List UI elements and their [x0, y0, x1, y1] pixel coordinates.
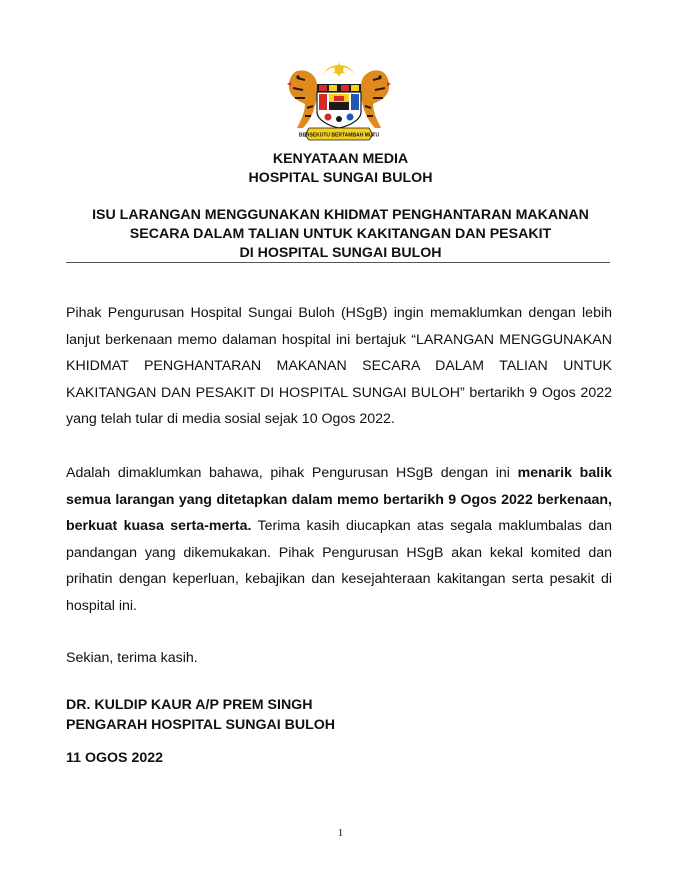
- subject-line-3: DI HOSPITAL SUNGAI BULOH: [239, 245, 442, 261]
- malaysia-coat-of-arms: [283, 62, 395, 142]
- subject-line-1: ISU LARANGAN MENGGUNAKAN KHIDMAT PENGHANTARAN MAKANAN: [92, 207, 589, 223]
- left-tiger-icon: [287, 70, 317, 128]
- paragraph-2-intro: Adalah dimaklumkan bahawa, pihak Pengurusan HSgB dengan ini: [66, 465, 518, 481]
- page-number: 1: [337, 827, 344, 839]
- shield-icon: [317, 84, 361, 128]
- subject-line-2: SECARA DALAM TALIAN UNTUK KAKITANGAN DAN PESAKIT: [129, 226, 552, 242]
- statement-date: 11 OGOS 2022: [66, 750, 164, 766]
- title-line-2: HOSPITAL SUNGAI BULOH: [248, 170, 433, 186]
- closing-line: Sekian, terima kasih.: [66, 650, 198, 666]
- signatory-position: PENGARAH HOSPITAL SUNGAI BULOH: [66, 716, 336, 733]
- crest-motto: BERSEKUTU BERTAMBAH MUTU: [298, 132, 380, 139]
- paragraph-2-bold: menarik balik semua larangan yang ditetapkan dalam memo bertarikh 9 Ogos 2022 berkenaan, berkuat kuasa serta-merta.: [66, 465, 612, 535]
- heading-divider: [66, 262, 610, 263]
- signature-block: [66, 696, 335, 735]
- paragraph-2-rest: Terima kasih diucapkan atas segala maklumbalas dan pandangan yang dikemukakan. Pihak Pengurusan HSgB akan kekal komited dan prihatin dengan keperluan, kebajikan dan kesejahteraan kakitangan serta pesakit di hospital ini.: [66, 518, 612, 614]
- title-line-1: KENYATAAN MEDIA: [272, 151, 409, 167]
- signatory-name: DR. KULDIP KAUR A/P PREM SINGH: [66, 697, 313, 713]
- motto-ribbon: [299, 128, 380, 140]
- subject-heading: [0, 206, 681, 263]
- right-tiger-icon: [361, 70, 391, 128]
- paragraph-1: Pihak Pengurusan Hospital Sungai Buloh (HSgB) ingin memaklumkan dengan lebih lanjut berkenaan memo dalaman hospital ini bertajuk “LARANGAN MENGGUNAKAN KHIDMAT PENGHANTARAN MAKANAN SECARA DALAM TALIAN UNTUK KAKITANGAN DAN PESAKIT DI HOSPITAL SUNGAI BULOH” bertarikh 9 Ogos 2022 yang telah tular di media sosial sejak 10 Ogos 2022.: [66, 305, 612, 428]
- media-statement-title: [0, 150, 681, 188]
- paragraph-2: [66, 460, 612, 620]
- star-icon: [332, 62, 346, 78]
